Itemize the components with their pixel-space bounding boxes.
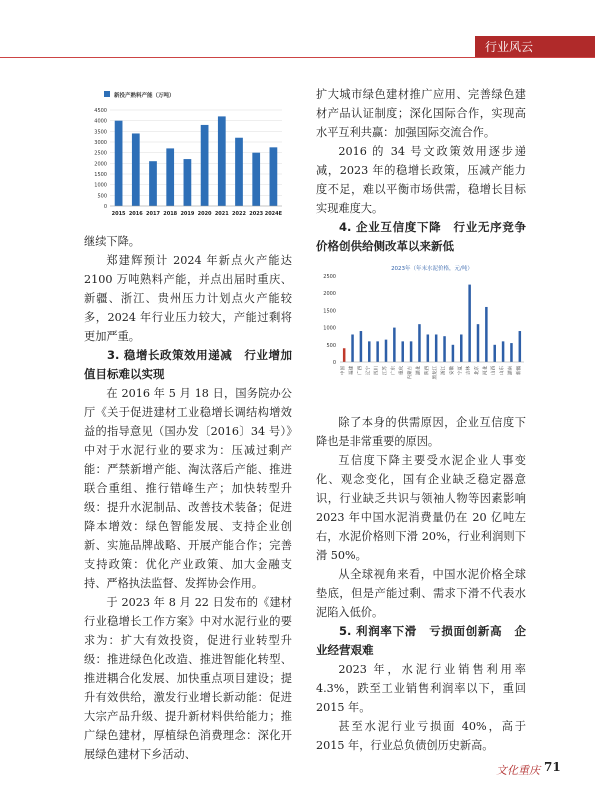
bar (351, 334, 354, 362)
bar (485, 307, 488, 362)
x-tick-label: 2024E (264, 211, 283, 217)
x-tick-label: 广西 (357, 366, 363, 375)
bar (519, 331, 522, 362)
y-tick-label: 1000 (94, 182, 107, 189)
bar (410, 341, 413, 362)
y-tick-label: 2000 (323, 291, 336, 298)
y-tick-label: 500 (97, 193, 107, 200)
header-divider (0, 57, 595, 58)
paragraph: 在 2016 年 5 月 18 日，国务院办公厅《关于促进建材工业稳增长调结构增效益的指导意见（国办发〔2016〕34 号）》中对于水泥行业的要求为：压减过剩产能：严禁新增产能、淘汰落后产能、推进联合重组、推行错峰生产；加快转型升级：提升水泥制品、改善技术装备；促进降本增效：绿色智能发展、支持企业创新、实施品牌战略、开展产能合作；完善支持政策：优化产业政策、加大金融支持、严格执法监督、发挥协会作用。 (84, 387, 292, 590)
x-tick-label: 2020 (197, 211, 212, 217)
bar (149, 161, 157, 206)
section-tab: 行业风云 (475, 36, 595, 58)
paragraph: 除了本身的供需原因，企业互信度下降也是非常重要的原因。 (316, 416, 526, 448)
bar (252, 153, 260, 206)
y-tick-label: 2500 (94, 150, 107, 157)
bar (393, 328, 396, 362)
paragraph: 2016 的 34 号文政策效用逐步递减，2023 年的稳增长政策，压减产能力度不足，难以平衡市场供需，稳增长目标实现难度大。 (316, 145, 526, 215)
bar (418, 324, 421, 362)
bar (493, 345, 496, 362)
x-tick-label: 2016 (128, 211, 143, 217)
bar (427, 334, 430, 362)
bar (443, 336, 446, 362)
bar (235, 138, 243, 206)
bar (510, 343, 513, 362)
x-tick-label: 吉林 (466, 366, 472, 375)
paragraph: 扩大城市绿色建材推广应用、完善绿色建材产品认证制度；深化国际合作，实现高水平互利共赢：加强国际交流合作。 (316, 88, 526, 139)
y-tick-label: 2000 (94, 161, 107, 168)
x-tick-label: 内蒙古 (408, 366, 414, 380)
y-tick-label: 1500 (94, 172, 107, 178)
x-tick-label: 辽宁 (366, 366, 372, 375)
x-tick-label: 山西 (491, 366, 497, 375)
x-tick-label: 宁夏 (458, 366, 464, 375)
page-number: 71 (544, 760, 561, 774)
x-tick-label: 中国 (341, 366, 347, 375)
x-tick-label: 2015 (111, 211, 126, 217)
bar (368, 341, 371, 362)
x-tick-label: 湖北 (416, 366, 422, 375)
right-column-top (316, 85, 538, 256)
bar (201, 125, 209, 206)
y-tick-label: 3000 (94, 140, 107, 146)
section-heading: 4. 企业互信度下降 行业无序竞争 价格创供给侧改革以来新低 (316, 220, 538, 253)
y-tick-label: 0 (332, 360, 336, 366)
publication-logo: 文化重庆 (496, 764, 540, 777)
paragraph: 继续下降。 (84, 235, 140, 248)
left-column (84, 232, 292, 764)
bar (270, 147, 278, 206)
bar (376, 341, 379, 362)
bar (401, 341, 404, 362)
x-tick-label: 2017 (146, 211, 160, 217)
paragraph: 2023 年，水泥行业销售利用率 4.3%，跌至工业销售利润率以下，重回 2015 年。 (316, 663, 526, 714)
x-tick-label: 陕西 (424, 366, 430, 375)
y-tick-label: 3500 (94, 129, 107, 136)
x-tick-label: 北京 (475, 366, 480, 375)
x-tick-label: 浙江 (441, 366, 447, 375)
legend-swatch (104, 91, 110, 97)
chart-title: 2023年（年末水泥价格，元/吨） (391, 266, 473, 272)
y-tick-label: 0 (103, 204, 107, 210)
y-tick-label: 1500 (323, 308, 336, 315)
y-tick-label: 2500 (323, 274, 336, 280)
x-tick-label: 江苏 (383, 366, 388, 375)
paragraph: 互信度下降主要受水泥企业人事变化、观念变化，国有企业缺乏稳定器意识，行业缺乏共识与领袖人物等因素影响 2023 年中国水泥消费量仍在 20 亿吨左右，水泥价格则下滑 20%，行业利润则下滑 50%。 (316, 454, 526, 562)
bar (360, 331, 363, 362)
x-tick-label: 安徽 (449, 366, 455, 375)
bar (435, 334, 438, 362)
y-tick-label: 4000 (94, 118, 107, 125)
bar (343, 348, 346, 362)
x-tick-label: 2018 (163, 211, 178, 217)
bar (385, 340, 388, 362)
y-tick-label: 1000 (323, 325, 336, 332)
capacity-chart (86, 88, 286, 223)
x-tick-label: 新疆 (516, 366, 522, 375)
y-tick-label: 500 (326, 342, 336, 349)
price-chart-svg (318, 262, 528, 407)
section-heading: 3. 稳增长政策效用递减 行业增加值目标难以实现 (84, 348, 292, 381)
x-tick-label: 山东 (500, 366, 506, 375)
x-tick-label: 2023 (249, 211, 264, 217)
price-chart (318, 262, 528, 407)
x-tick-label: 重庆 (399, 366, 405, 375)
bar (477, 324, 480, 362)
x-tick-label: 广东 (391, 366, 397, 375)
bar (115, 121, 123, 206)
paragraph: 从全球视角来看，中国水泥价格全球垫底，但是产能过剩、需求下滑不代表水泥陷入低价。 (316, 568, 526, 619)
y-tick-label: 4500 (94, 108, 107, 114)
paragraph: 郑建辉预计 2024 年新点火产能达 2100 万吨熟料产能，并点出届时重庆、新疆、浙江、贵州压力计划点火产能较多，2024 年行业压力较大，产能过剩将更加严重。 (84, 254, 292, 343)
right-column-bottom (316, 413, 526, 755)
capacity-chart-svg (86, 88, 286, 223)
bar (502, 341, 505, 362)
chart-title: 新投产熟料产能（万吨） (114, 93, 175, 99)
bar (218, 116, 226, 206)
bar (166, 148, 174, 206)
bar (184, 159, 192, 206)
bar (468, 285, 471, 362)
x-tick-label: 湖南 (508, 366, 514, 375)
x-tick-label: 2022 (232, 211, 246, 217)
section-heading: 5. 利润率下滑 亏损面创新高 企业经营艰难 (316, 624, 526, 657)
bar (460, 334, 463, 362)
bar (132, 133, 140, 206)
x-tick-label: 河北 (483, 366, 489, 375)
x-tick-label: 2019 (180, 211, 195, 217)
x-tick-label: 2021 (214, 211, 229, 217)
x-tick-label: 四川 (374, 366, 380, 375)
paragraph: 甚至水泥行业亏损面 40%，高于 2015 年，行业总负债创历史新高。 (316, 720, 526, 752)
paragraph: 于 2023 年 8 月 22 日发布的《建材行业稳增长工作方案》中对水泥行业的要求为：扩大有效投资，促进行业转型升级：推进绿色化改造、推进智能化转型、推进耦合化发展、加快重点项目建设；提升有效供给，激发行业增长新动能：促进大宗产品升级、提升新材料供给能力；推广绿色建材，厚植绿色消费理念：深化开展绿色建材下乡活动、 (84, 596, 292, 761)
bar (452, 345, 455, 362)
x-tick-label: 福建 (349, 366, 355, 375)
x-tick-label: 黑龙江 (433, 366, 439, 380)
